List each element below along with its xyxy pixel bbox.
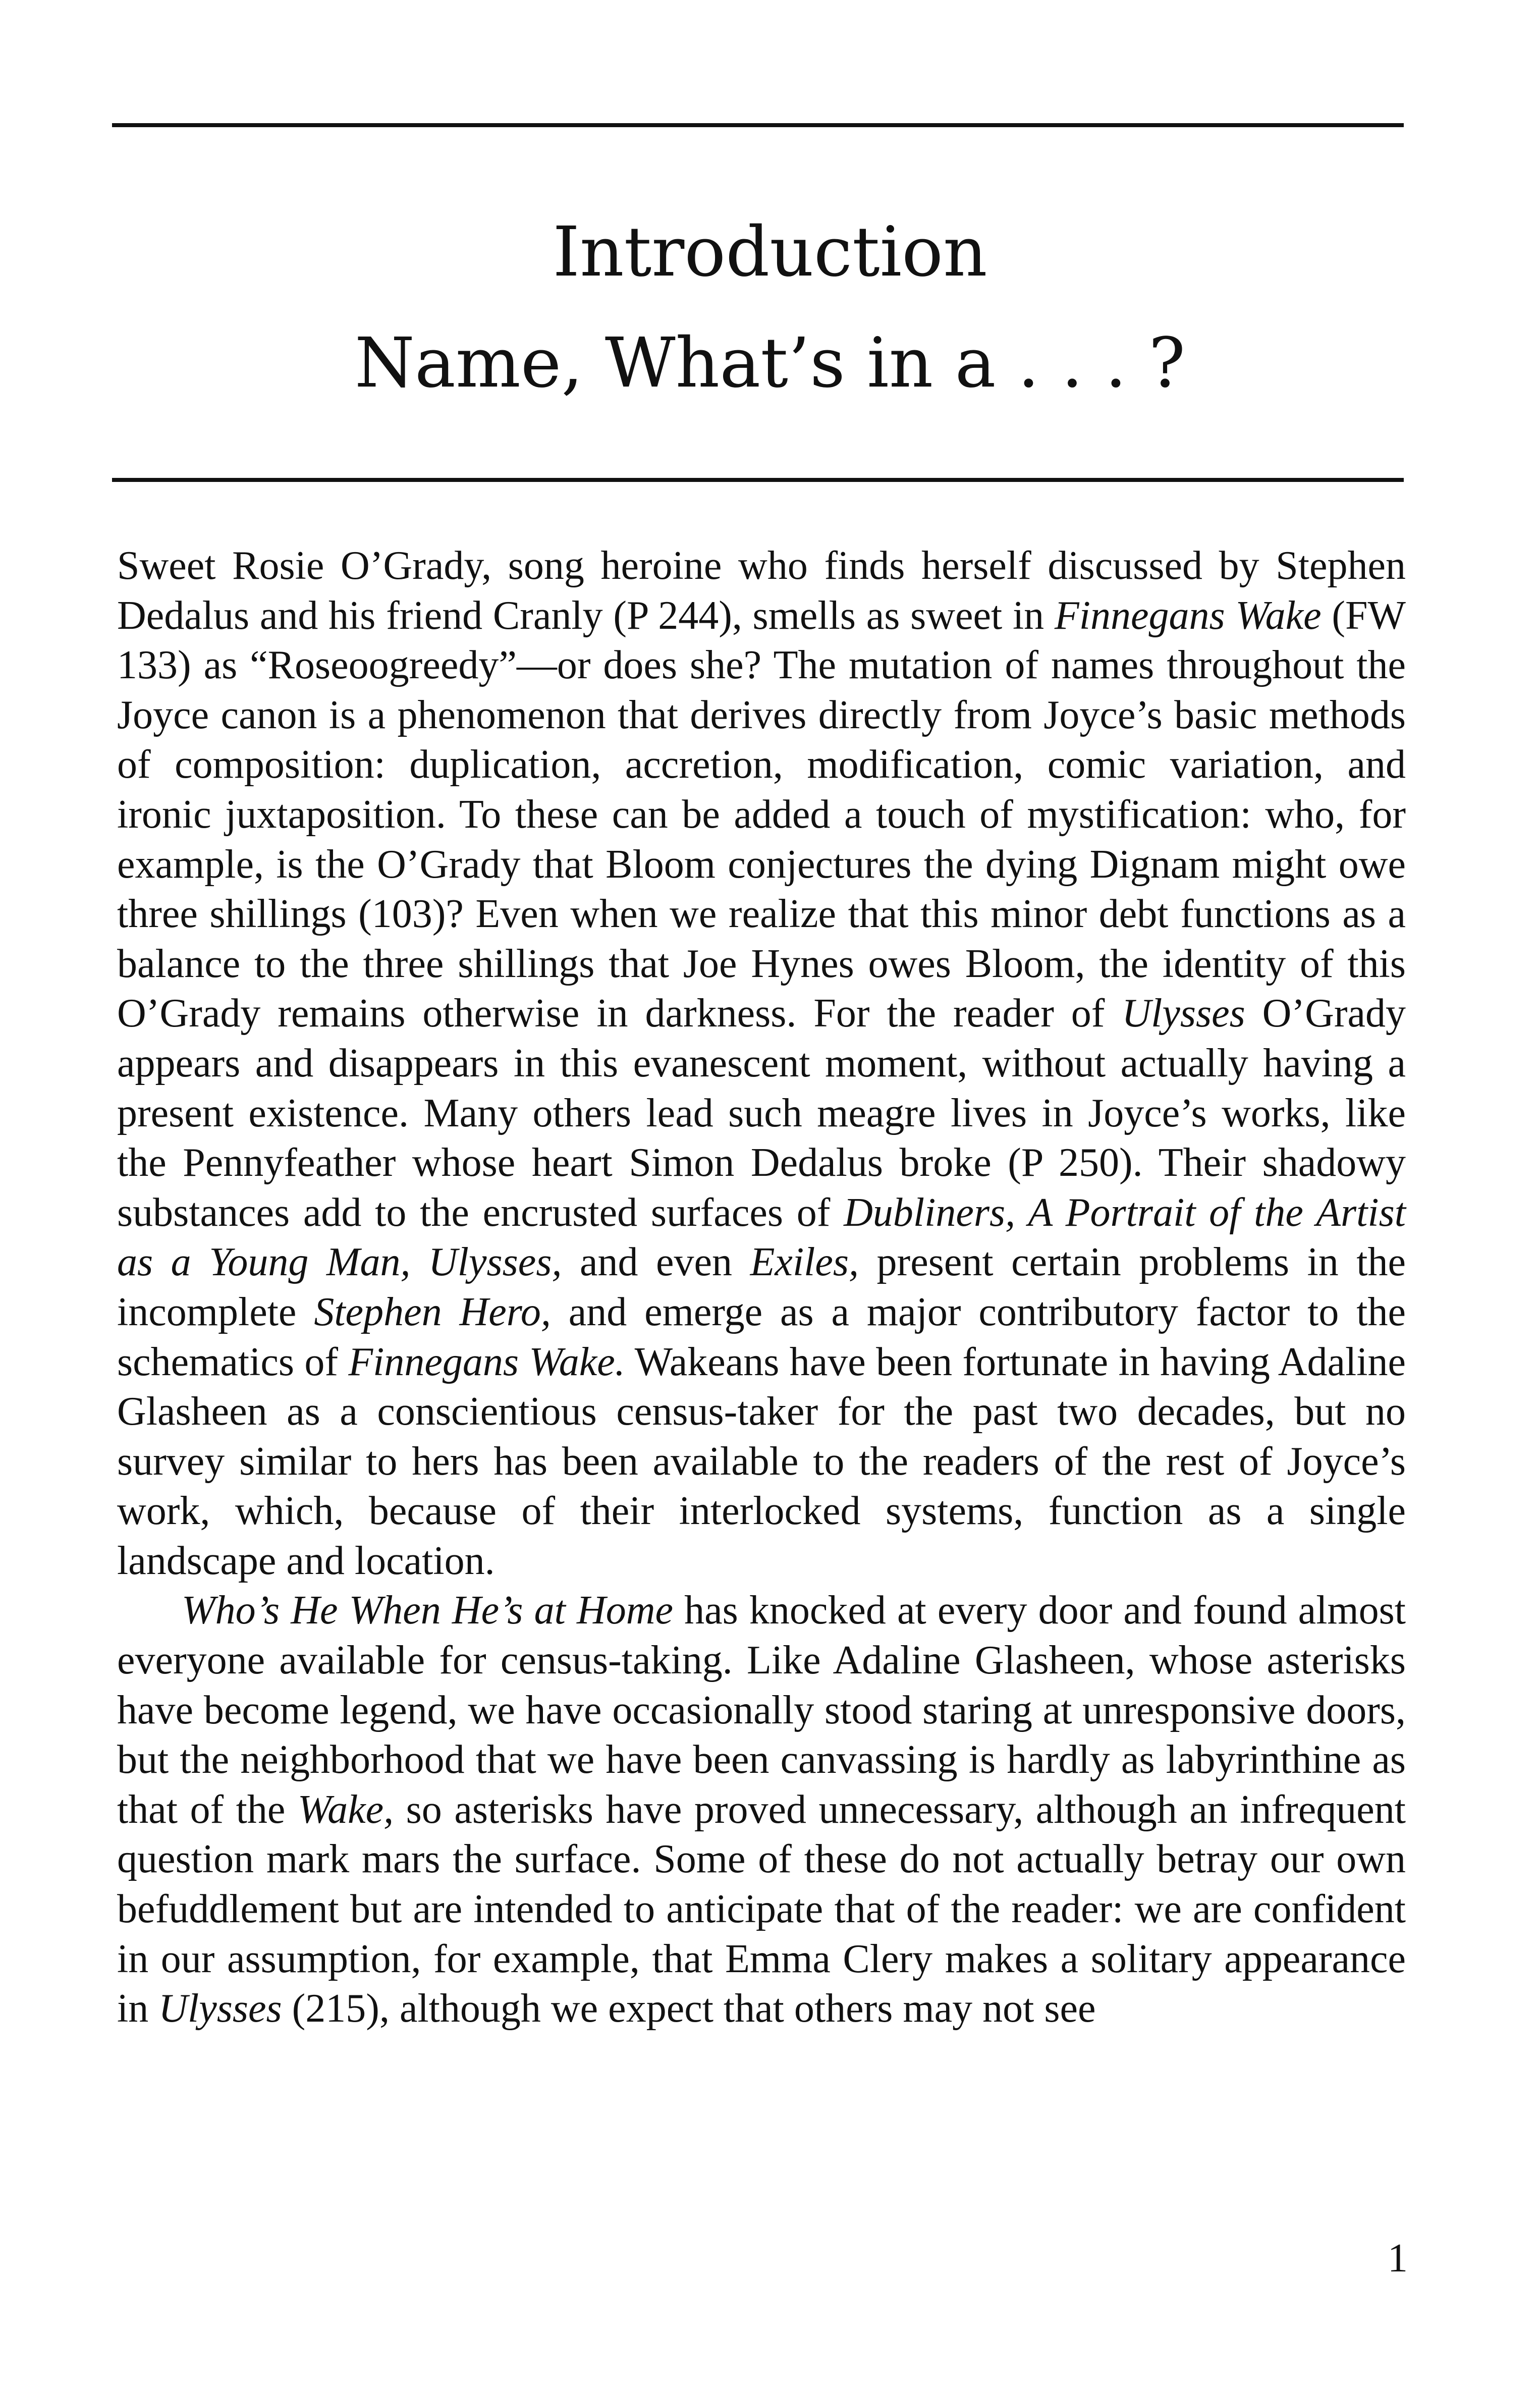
bottom-rule <box>112 478 1404 482</box>
chapter-subtitle: Name, What’s in a . . . ? <box>354 323 1186 403</box>
italic-text-run: Ulysses <box>1122 991 1245 1036</box>
paragraph <box>117 541 1406 1586</box>
italic-text-run: Ulysses <box>158 1986 282 2031</box>
text-run: present certain problems in the incomplete <box>117 1240 1406 1334</box>
text-run: and even <box>562 1240 750 1285</box>
text-run: O’Grady appears and disappears in this evanescent moment, without actually having a present existence. Many others lead such meagre lives in Joyce’s works, like the Pennyfeather whose heart Simon Dedalus broke (P 250). Their shadowy substances add to the encrusted surfaces of <box>117 991 1406 1235</box>
italic-text-run: Wake, <box>297 1787 394 1832</box>
text-run: Sweet Rosie O’Grady, song heroine who finds herself discussed by Stephen Dedalus and his friend Cranly (P 244), smells as sweet in <box>117 544 1406 638</box>
text-run: Wakeans have been fortunate in having Adaline Glasheen as a conscientious census-taker for the past two decades, but no survey similar to hers has been available to the readers of the rest of Joyce’s work, which, because of their interlocked systems, function as a single landscape and location. <box>117 1339 1406 1583</box>
chapter-title: Introduction <box>553 212 987 292</box>
italic-text-run: Dubliners, A Portrait of the Artist as a Young Man, Ulysses, <box>117 1190 1406 1285</box>
italic-text-run: Stephen Hero, <box>314 1289 551 1334</box>
text-run: (FW 133) as “Roseoogreedy”—or does she? The mutation of names throughout the Joyce canon is a phenomenon that derives directly from Joyce’s basic methods of composition: duplication, accretion, modification, comic variation, and ironic juxtaposition. To these can be added a touch of mystification: who, for example, is the O’Grady that Bloom conjectures the dying Dignam might owe three shillings (103)? Even when we realize that this minor debt functions as a balance to the three shillings that Joe Hynes owes Bloom, the identity of this O’Grady remains otherwise in darkness. For the reader of <box>117 593 1406 1036</box>
top-rule <box>112 123 1404 127</box>
text-run: has knocked at every door and found almost everyone available for census-taking. Like Adaline Glasheen, whose asterisks have become legend, we have occasionally stood staring at unresponsive doors, but the neighborhood that we have been canvassing is hardly as labyrinthine as that of the <box>117 1588 1406 1832</box>
chapter-heading <box>0 197 1540 419</box>
body-text <box>117 541 1406 2034</box>
italic-text-run: Finnegans Wake <box>1054 593 1322 638</box>
text-run: and emerge as a major contributory factor to the schematics of <box>117 1289 1406 1384</box>
paragraph <box>117 1586 1406 2033</box>
italic-text-run: Who’s He When He’s at Home <box>182 1588 674 1633</box>
page-number: 1 <box>1388 2236 1408 2281</box>
italic-text-run: Exiles, <box>750 1240 859 1285</box>
text-run: so asterisks have proved unnecessary, although an infrequent question mark mars the surface. Some of these do not actually betray our own befuddlement but are intended to anticipate that of the reader: we are confident in our assumption, for example, that Emma Clery makes a solitary appearance in <box>117 1787 1406 2031</box>
text-run: (215), although we expect that others may not see <box>282 1986 1096 2031</box>
italic-text-run: Finnegans Wake. <box>348 1339 625 1384</box>
